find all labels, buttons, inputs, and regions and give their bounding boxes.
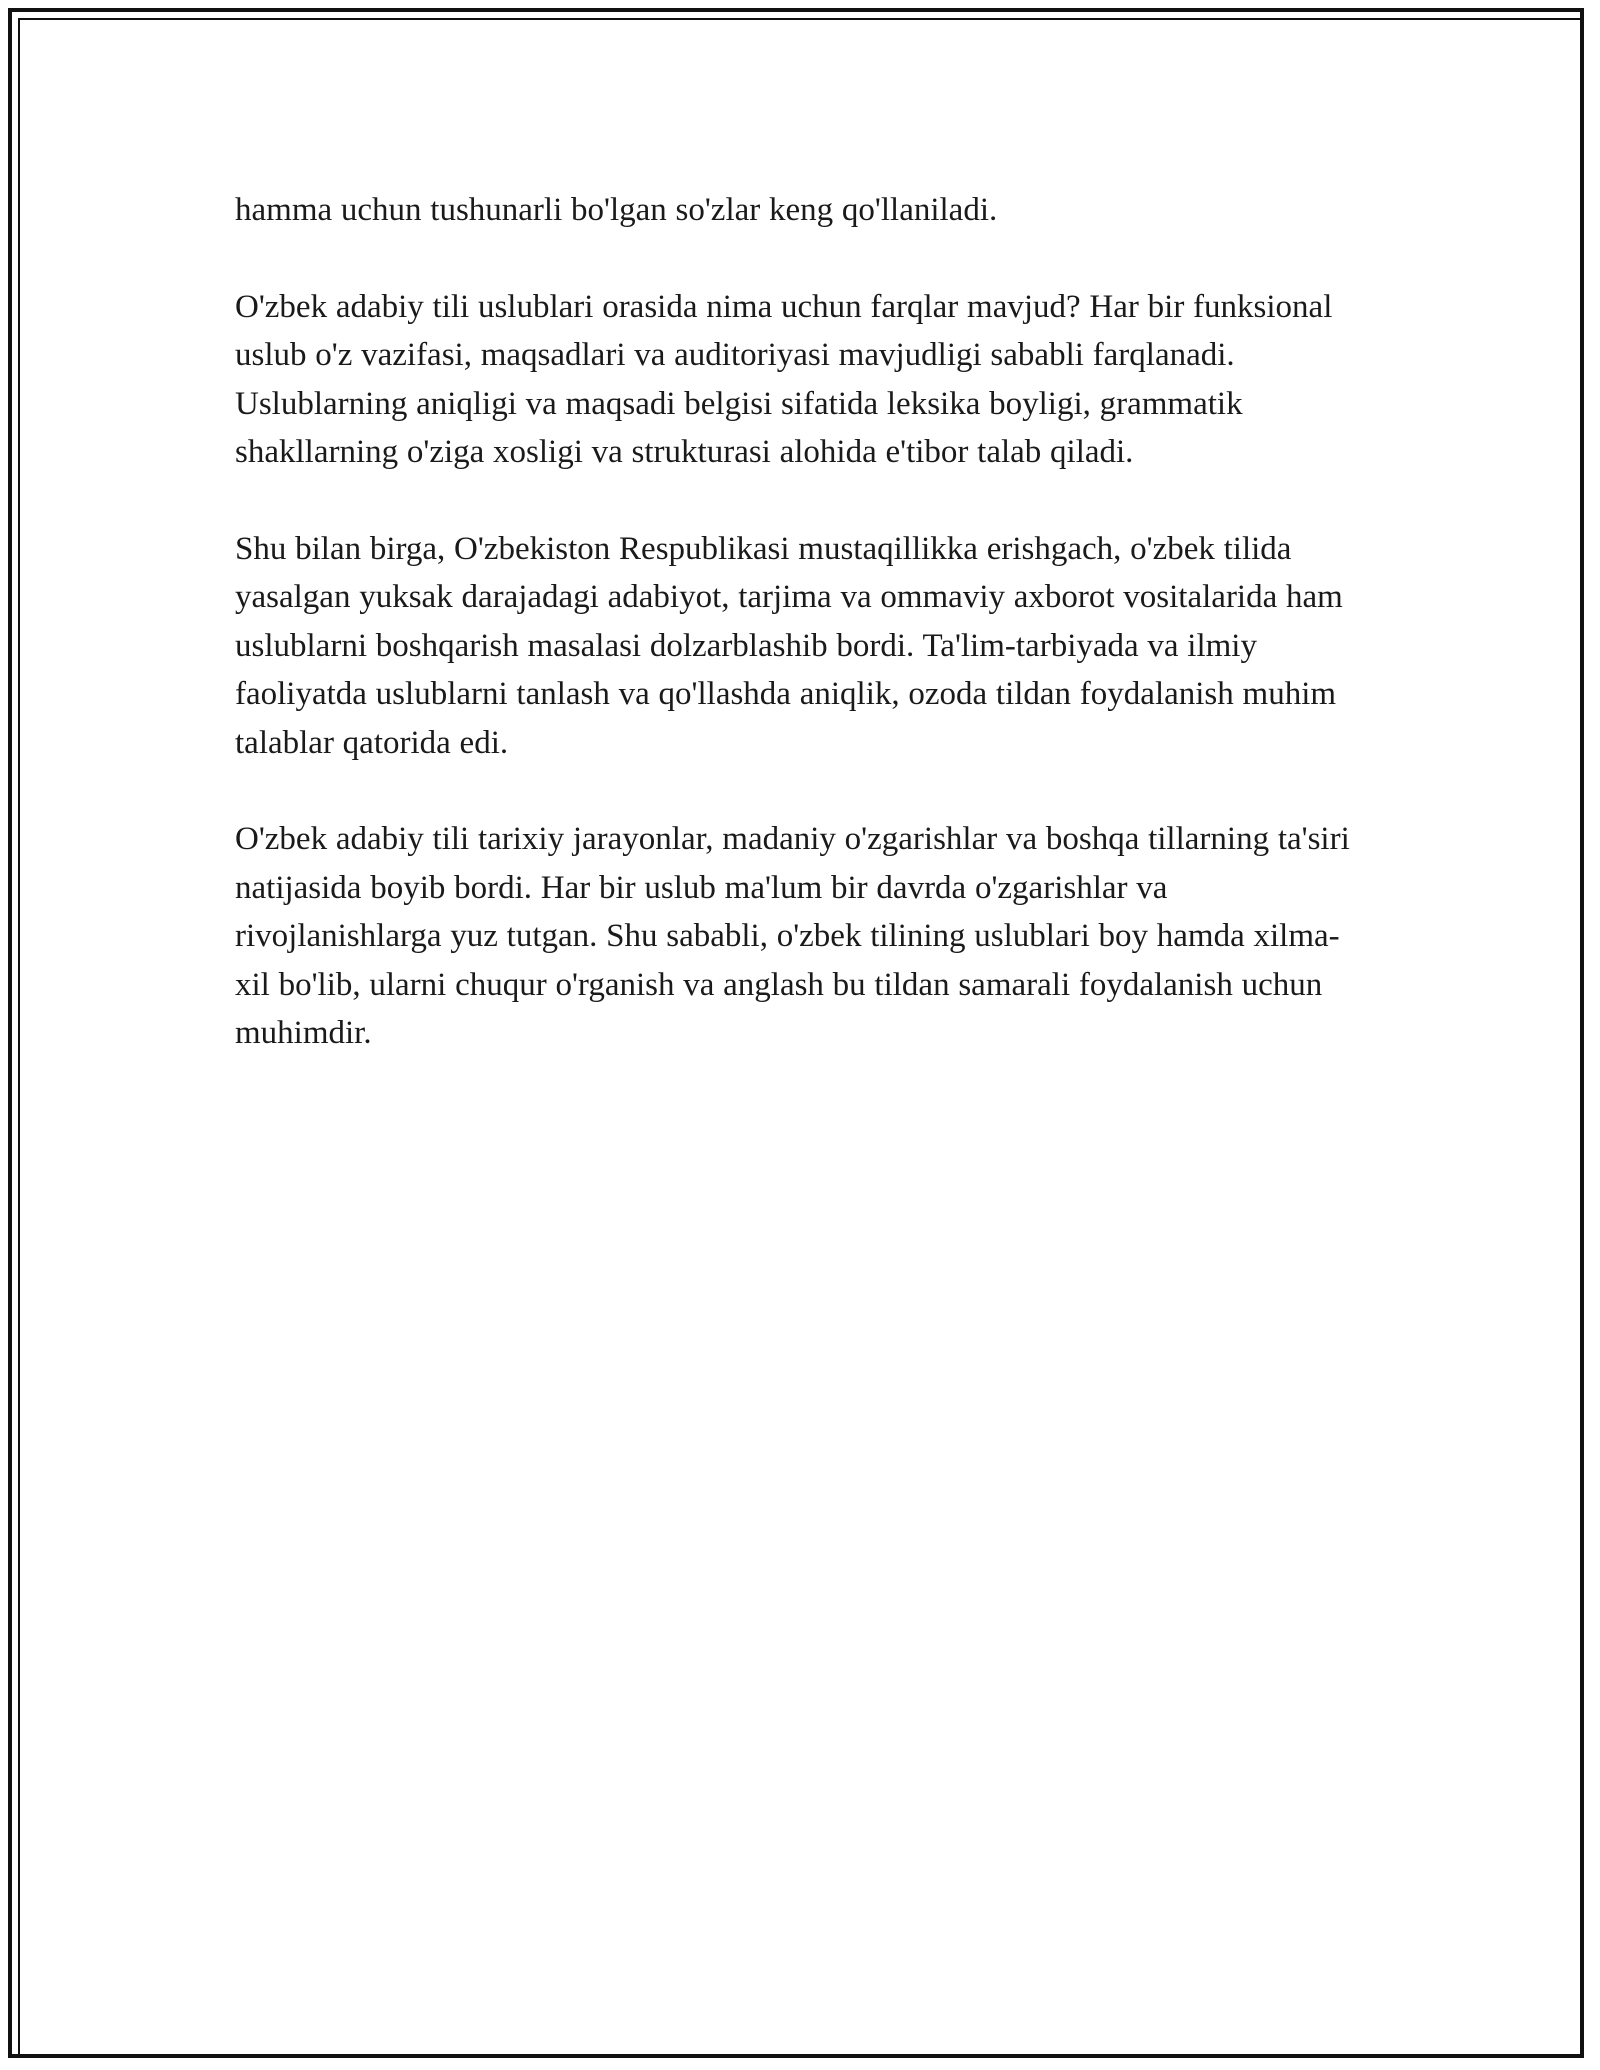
document-body [235,186,1370,1106]
paragraph-1: hamma uchun tushunarli bo'lgan so'zlar keng qo'llaniladi. [235,192,998,228]
paragraph-4: O'zbek adabiy tili tarixiy jarayonlar, madaniy o'zgarishlar va boshqa tillarning ta'siri natijasida boyib bordi. Har bir uslub ma'lum bir davrda o'zgarishlar va rivojlanishlarga yuz tutgan. Shu sababli, o'zbek tilining uslublari boy hamda xilma-xil bo'lib, ularni chuqur o'rganish va anglash bu tildan samarali foydalanish uchun muhimdir. [235,821,1350,1051]
paragraph-2: O'zbek adabiy tili uslublari orasida nima uchun farqlar mavjud? Har bir funksional uslub o'z vazifasi, maqsadlari va auditoriyasi mavjudligi sababli farqlanadi. Uslublarning aniqligi va maqsadi belgisi sifatida leksika boyligi, grammatik shakllarning o'ziga xosligi va strukturasi alohida e'tibor talab qiladi. [235,288,1333,470]
paragraph-3: Shu bilan birga, O'zbekiston Respublikasi mustaqillikka erishgach, o'zbek tilida yasalgan yuksak darajadagi adabiyot, tarjima va ommaviy axborot vositalarida ham uslublarni boshqarish masalasi dolzarblashib bordi. Ta'lim-tarbiyada va ilmiy faoliyatda uslublarni tanlash va qo'llashda aniqlik, ozoda tildan foydalanish muhim talablar qatorida edi. [235,530,1343,761]
